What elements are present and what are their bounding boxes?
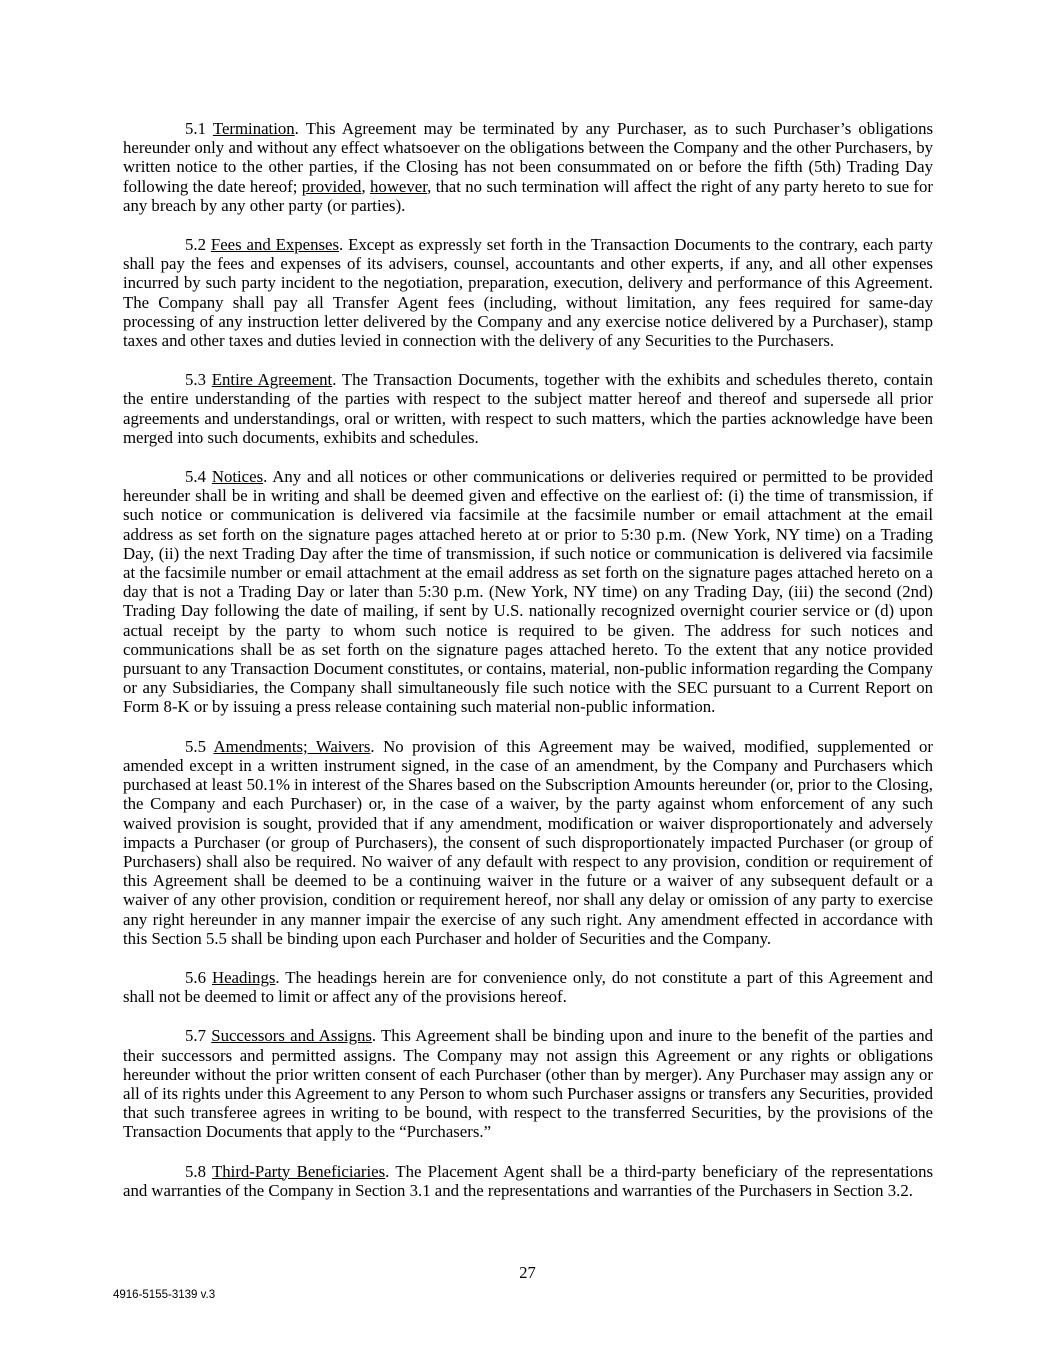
section-text: . No provision of this Agreement may be waived, modified, supplemented or amended except in a written instrument signed, in the case of an amendment, by the Company and Purchasers which purchased at least 50.1% in interest of the Shares based on the Subscription Amounts hereunder (or, prior to the Closing, the Company and each Purchaser) or, in the case of a waiver, by the party against whom enforcement of any such waived provision is sought, provided that if any amendment, modification or waiver disproportionately and adversely impacts a Purchaser (or group of Purchasers), the consent of such disproportionately impacted Purchaser (or group of Purchasers) shall also be required. No waiver of any default with respect to any provision, condition or requirement of this Agreement shall be deemed to be a continuing waiver in the future or a waiver of any subsequent default or a waiver of any other provision, condition or requirement hereof, nor shall any delay or omission of any party to exercise any right hereunder in any manner impair the exercise of any such right. Any amendment effected in accordance with this Section 5.5 shall be binding upon each Purchaser and holder of Securities and the Company. [123, 736, 933, 948]
section-paragraph [123, 737, 933, 948]
section-number: 5.4 [185, 467, 212, 487]
emphasized-term: provided [301, 176, 362, 196]
section-text: . Any and all notices or other communications or deliveries required or permitted to be provided hereunder shall be in writing and shall be deemed given and effective on the earliest of: (i) the time of transmission, if such notice or communication is delivered via facsimile at the facsimile number or email attachment at the email address as set forth on the signature pages attached hereto at or prior to 5:30 p.m. (New York, NY time) on a Trading Day, (ii) the next Trading Day after the time of transmission, if such notice or communication is delivered via facsimile at the facsimile number or email attachment at the email address as set forth on the signature pages attached hereto on a day that is not a Trading Day or later than 5:30 p.m. (New York, NY time) on any Trading Day, (iii) the second (2nd) Trading Day following the date of mailing, if sent by U.S. nationally recognized overnight courier service or (d) upon actual receipt by the party to whom such notice is required to be given. The address for such notices and communications shall be as set forth on the signature pages attached hereto. To the extent that any notice provided pursuant to any Transaction Document constitutes, or contains, material, non-public information regarding the Company or any Subsidiaries, the Company shall simultaneously file such notice with the SEC pursuant to a Current Report on Form 8-K or by issuing a press release containing such material non-public information. [123, 467, 934, 717]
section-paragraph [123, 968, 933, 1006]
section-number: 5.7 [185, 1026, 212, 1046]
section-heading: Third-Party Beneficiaries [212, 1161, 386, 1181]
section-paragraph [123, 1162, 933, 1200]
section-paragraph [123, 1026, 933, 1141]
section-heading: Notices [211, 467, 264, 487]
section-paragraph [123, 370, 933, 447]
document-body [123, 119, 933, 1200]
sections [123, 119, 933, 1200]
section-text: , [361, 176, 371, 196]
section-paragraph [123, 235, 933, 350]
section-heading: Fees and Expenses [210, 235, 340, 255]
section-number: 5.5 [185, 736, 214, 756]
section-heading: Entire Agreement [211, 370, 333, 390]
section-number: 5.6 [185, 967, 212, 987]
section-number: 5.1 [185, 119, 213, 138]
section-heading: Successors and Assigns [211, 1026, 372, 1046]
section-heading: Headings [211, 967, 276, 987]
section-text: . Except as expressly set forth in the Transaction Documents to the contrary, each party shall pay the fees and expenses of its advisers, counsel, accountants and other experts, if any, and all other expenses incurred by such party incident to the negotiation, preparation, execution, delivery and performance of this Agreement. The Company shall pay all Transfer Agent fees (including, without limitation, any fees required for same-day processing of any instruction letter delivered by the Company and any exercise notice delivered by a Purchaser), stamp taxes and other taxes and duties levied in connection with the delivery of any Securities to the Purchasers. [123, 235, 934, 351]
section-text: , that no such termination will affect the right of any party hereto to sue for any breach by any other party (or parties). [123, 176, 934, 215]
section-paragraph [123, 467, 933, 717]
page-number: 27 [519, 1263, 536, 1282]
section-heading: Amendments; Waivers [213, 736, 371, 756]
section-text: . The Placement Agent shall be a third-party beneficiary of the representations and warranties of the Company in Section 3.1 and the representations and warranties of the Purchasers in Section 3.2. [123, 1161, 933, 1200]
section-text: . This Agreement may be terminated by any Purchaser, as to such Purchaser’s obligations hereunder only and without any effect whatsoever on the obligations between the Company and the other Purchasers, by written notice to the other parties, if the Closing has not been consummated on or before the fifth (5th) Trading Day following the date hereof; [123, 119, 933, 196]
section-number: 5.2 [185, 235, 211, 255]
section-text: . The Transaction Documents, together with the exhibits and schedules thereto, contain the entire understanding of the parties with respect to the subject matter hereof and thereof and supersede all prior agreements and understandings, oral or written, with respect to such matters, which the parties acknowledge have been merged into such documents, exhibits and schedules. [123, 370, 933, 447]
emphasized-term: however [370, 176, 428, 196]
section-number: 5.3 [185, 370, 212, 390]
section-paragraph [123, 119, 933, 215]
section-heading: Termination [212, 119, 295, 138]
section-text: . This Agreement shall be binding upon and inure to the benefit of the parties and their successors and permitted assigns. The Company may not assign this Agreement or any rights or obligations hereunder without the prior written consent of each Purchaser (other than by merger). Any Purchaser may assign any or all of its rights under this Agreement to any Person to whom such Purchaser assigns or transfers any Securities, provided that such transferee agrees in writing to be bound, with respect to the transferred Securities, by the provisions of the Transaction Documents that apply to the “Purchasers.” [123, 1026, 934, 1142]
section-text: . The headings herein are for convenience only, do not constitute a part of this Agreement and shall not be deemed to limit or affect any of the provisions hereof. [123, 967, 933, 1007]
doc-id-stamp: 4916-5155-3139 v.3 [113, 1289, 216, 1301]
section-number: 5.8 [185, 1161, 213, 1181]
